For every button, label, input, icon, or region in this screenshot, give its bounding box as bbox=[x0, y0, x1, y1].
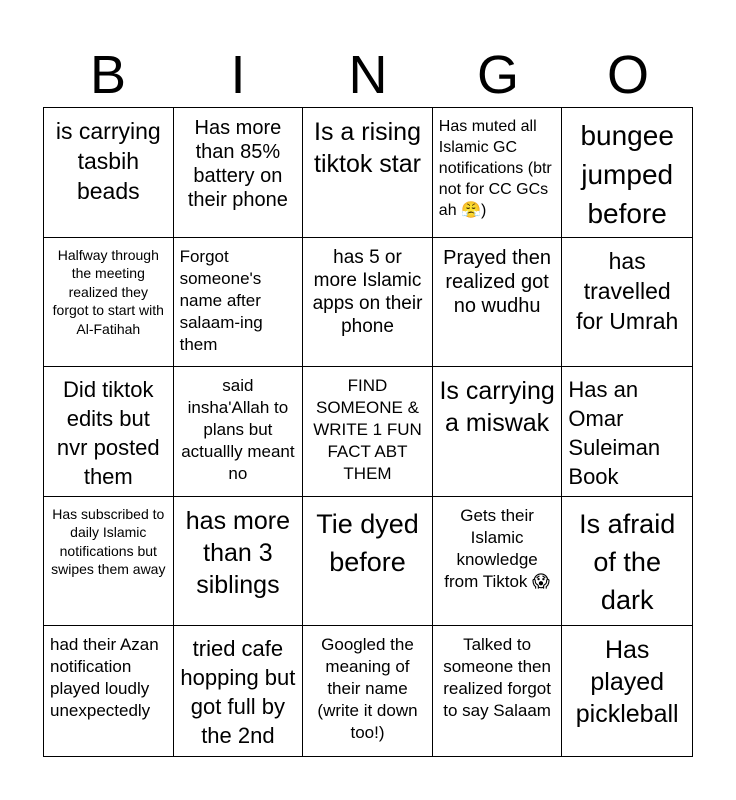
header-letter-o: O bbox=[606, 45, 649, 105]
bingo-header bbox=[43, 42, 693, 108]
cell-text: Is carrying a miswak bbox=[439, 377, 555, 438]
cell-text: had their Azan notification played loudly unexpectedly bbox=[50, 635, 159, 721]
cell-text: Is afraid of the dark bbox=[579, 508, 676, 615]
cell-text: bungee jumped before bbox=[580, 120, 674, 229]
bingo-cell[interactable] bbox=[303, 108, 433, 238]
bingo-cell[interactable] bbox=[174, 497, 304, 627]
bingo-cell[interactable] bbox=[44, 497, 174, 627]
cell-text: Has played pickleball bbox=[575, 636, 679, 729]
bingo-cell[interactable] bbox=[562, 108, 692, 238]
cell-text: Has muted all Islamic GC notifications (btr not for CC GCs ah 😤) bbox=[438, 118, 552, 219]
cell-text: Talked to someone then realized forgot to say Salaam bbox=[443, 635, 551, 721]
bingo-cell[interactable] bbox=[44, 108, 174, 238]
cell-text: Prayed then realized got no wudhu bbox=[443, 246, 552, 317]
bingo-cell[interactable] bbox=[303, 367, 433, 497]
cell-text: is carrying tasbih beads bbox=[55, 118, 161, 204]
bingo-cell[interactable] bbox=[433, 497, 563, 627]
bingo-cell[interactable] bbox=[562, 238, 692, 368]
cell-text: Gets their Islamic knowledge from Tiktok 😱 bbox=[444, 505, 550, 591]
bingo-cell[interactable] bbox=[44, 238, 174, 368]
bingo-cell[interactable] bbox=[174, 367, 304, 497]
bingo-cell[interactable] bbox=[562, 367, 692, 497]
bingo-cell[interactable] bbox=[174, 238, 304, 368]
cell-text: has 5 or more Islamic apps on their phone bbox=[312, 246, 423, 337]
header-letter-n: N bbox=[348, 45, 388, 105]
header-letter-g: G bbox=[476, 45, 519, 105]
bingo-cell[interactable] bbox=[433, 238, 563, 368]
bingo-cell[interactable] bbox=[433, 367, 563, 497]
bingo-cell[interactable] bbox=[303, 497, 433, 627]
bingo-cell[interactable] bbox=[433, 626, 563, 756]
cell-text: FIND SOMEONE & WRITE 1 FUN FACT ABT THEM bbox=[313, 376, 422, 484]
cell-text: has more than 3 siblings bbox=[185, 506, 290, 599]
header-letter-b: B bbox=[89, 45, 127, 105]
bingo-cell[interactable] bbox=[174, 108, 304, 238]
bingo-cell[interactable] bbox=[433, 108, 563, 238]
header-letter-i: I bbox=[230, 45, 246, 105]
bingo-cell[interactable] bbox=[562, 626, 692, 756]
cell-text: said insha'Allah to plans but actuallly meant no bbox=[181, 376, 295, 484]
bingo-cell[interactable] bbox=[174, 626, 304, 756]
cell-text: Has subscribed to daily Islamic notifications but swipes them away bbox=[51, 505, 166, 578]
cell-text: Did tiktok edits but nvr posted them bbox=[56, 377, 160, 490]
cell-text: Has an Omar Suleiman Book bbox=[568, 377, 661, 490]
cell-text: tried cafe hopping but got full by the 2nd bbox=[180, 636, 296, 749]
bingo-cell[interactable] bbox=[562, 497, 692, 627]
cell-text: has travelled for Umrah bbox=[576, 247, 679, 334]
bingo-board bbox=[43, 107, 693, 757]
bingo-cell[interactable] bbox=[44, 367, 174, 497]
cell-text: Tie dyed before bbox=[316, 508, 419, 577]
cell-text: Has more than 85% battery on their phone bbox=[187, 117, 288, 211]
bingo-cell[interactable] bbox=[44, 626, 174, 756]
cell-text: Forgot someone's name after salaam-ing them bbox=[179, 246, 263, 354]
cell-text: Is a rising tiktok star bbox=[314, 118, 421, 178]
bingo-cell[interactable] bbox=[303, 238, 433, 368]
bingo-cell[interactable] bbox=[303, 626, 433, 756]
cell-text: Googled the meaning of their name (write it down too!) bbox=[317, 635, 418, 743]
cell-text: Halfway through the meeting realized they forgot to start with Al-Fatihah bbox=[52, 246, 164, 337]
